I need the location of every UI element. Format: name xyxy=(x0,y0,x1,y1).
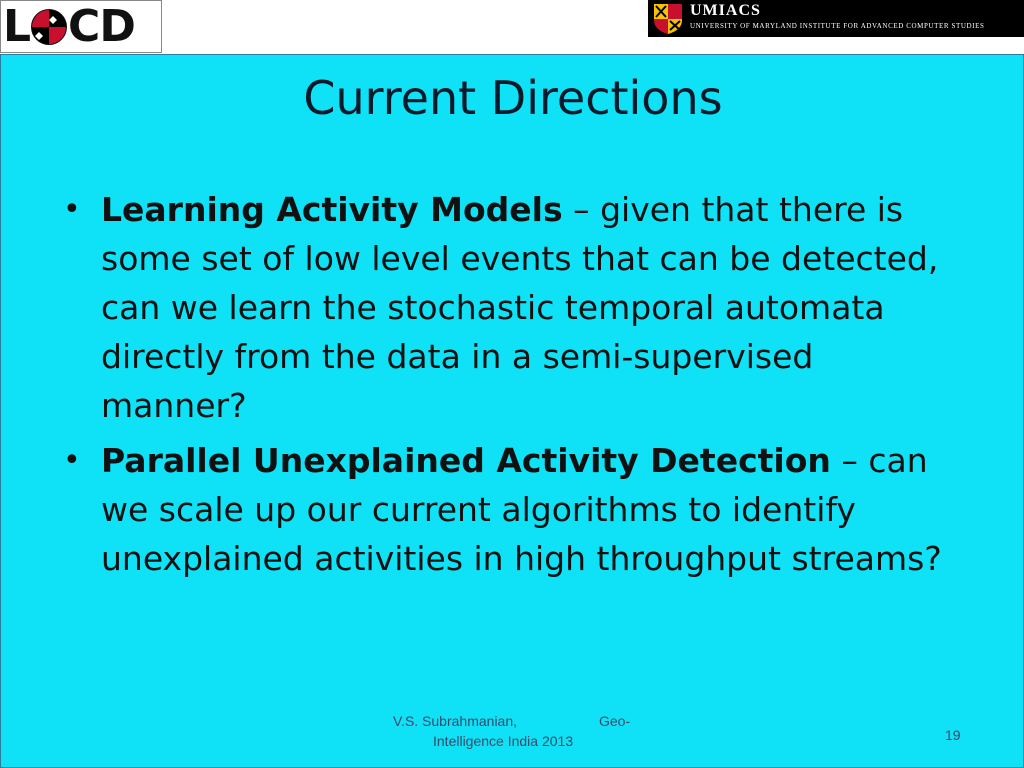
page-number: 19 xyxy=(945,727,961,743)
bullet-item xyxy=(61,185,961,430)
slide-title: Current Directions xyxy=(303,71,723,125)
bullet-dot-icon: • xyxy=(63,192,81,227)
bullet-heading: Parallel Unexplained Activity Detection xyxy=(101,441,831,480)
footer-geo: Geo- xyxy=(599,713,631,729)
bullet-text: – can we scale up our current algorithms to identify unexplained activities in high throughput streams? xyxy=(101,441,942,578)
slide-body xyxy=(0,54,1024,768)
umiacs-name: UMIACS xyxy=(690,2,761,19)
footer-author: V.S. Subrahmanian, xyxy=(393,713,518,729)
bullet-text: – given that there is some set of low level events that can be detected, can we learn the stochastic temporal automata directly from the data in a semi-supervised manner? xyxy=(101,190,939,425)
umiacs-shield-icon xyxy=(652,2,684,35)
bullet-heading: Learning Activity Models xyxy=(101,190,563,229)
header-strip xyxy=(0,0,1024,54)
umiacs-logo xyxy=(648,0,1024,37)
lccd-logo-text: L CD xyxy=(3,0,135,52)
bullet-dot-icon: • xyxy=(63,443,81,478)
lccd-logo xyxy=(0,0,162,53)
bullet-list xyxy=(61,185,961,589)
umiacs-subtitle: UNIVERSITY OF MARYLAND INSTITUTE FOR ADVANCED COMPUTER STUDIES xyxy=(690,22,985,30)
bullet-item xyxy=(61,436,961,583)
maryland-shield-icon xyxy=(31,8,67,46)
footer-event: Intelligence India 2013 xyxy=(433,733,574,749)
